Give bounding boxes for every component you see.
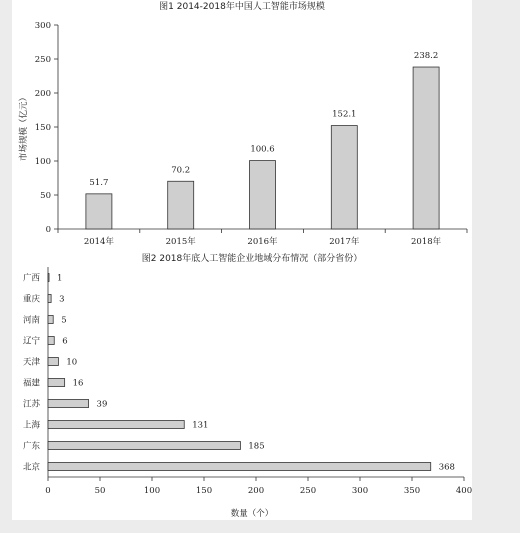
chart2-data-label: 3: [59, 294, 65, 305]
chart1-y-tick-label: 0: [45, 225, 51, 235]
chart2-bar: [48, 295, 51, 303]
chart2-data-label: 368: [438, 462, 455, 473]
chart2-title: 图2 2018年底人工智能企业地域分布情况（部分省份）: [141, 254, 363, 264]
chart2-x-tick-label: 200: [247, 486, 265, 496]
chart-market-size: [12, 0, 472, 255]
chart2-axes: [23, 267, 472, 496]
chart1-y-tick-label: 50: [40, 191, 51, 201]
chart1-y-tick-label: 250: [34, 55, 51, 65]
chart2-bar: [48, 442, 240, 450]
chart2-y-tick-label: 广东: [22, 441, 40, 452]
chart1-bar: [250, 161, 276, 229]
chart1-bar: [168, 181, 194, 229]
chart2-bar: [48, 274, 49, 282]
chart2-bar: [48, 337, 54, 345]
chart1-data-label: 100.6: [250, 144, 275, 155]
chart1-bar: [86, 194, 112, 229]
chart1-x-tick-label: 2014年: [83, 237, 114, 247]
chart2-data-label: 6: [62, 336, 68, 347]
chart1-bar: [413, 67, 439, 229]
chart1-y-tick-label: 300: [34, 21, 51, 31]
chart2-data-label: 39: [96, 399, 108, 410]
chart2-bar: [48, 379, 65, 387]
chart1-x-tick-label: 2017年: [329, 237, 360, 247]
chart2-data-label: 16: [72, 378, 84, 389]
chart1-data-label: 152.1: [332, 109, 357, 120]
chart1-y-axis-label: 市场规模（亿元）: [19, 92, 29, 162]
chart2-y-tick-label: 福建: [22, 378, 40, 389]
chart1-y-tick-label: 100: [34, 157, 51, 167]
chart2-bars: [48, 274, 455, 473]
chart2-x-tick-label: 250: [299, 486, 317, 496]
chart2-x-tick-label: 150: [195, 486, 213, 496]
chart1-x-tick-label: 2016年: [247, 237, 278, 247]
chart1-title: 图1 2014-2018年中国人工智能市场规模: [159, 2, 325, 12]
chart2-y-tick-label: 江苏: [22, 399, 40, 410]
chart2-bar: [48, 463, 431, 471]
chart1-x-tick-label: 2015年: [165, 237, 196, 247]
chart1-y-tick-label: 200: [34, 89, 51, 99]
chart2-data-label: 10: [66, 357, 78, 368]
chart2-bar: [48, 358, 58, 366]
chart1-data-label: 238.2: [413, 51, 439, 62]
chart2-bar: [48, 421, 184, 429]
chart1-y-tick-label: 150: [34, 123, 51, 133]
chart1-data-label: 70.2: [171, 165, 191, 176]
chart2-y-tick-label: 广西: [22, 273, 40, 284]
chart1-bar: [331, 126, 357, 229]
chart2-y-tick-label: 上海: [22, 420, 40, 431]
chart2-y-tick-label: 辽宁: [22, 336, 40, 347]
chart1-x-tick-label: 2018年: [411, 237, 442, 247]
chart2-x-tick-label: 100: [143, 486, 161, 496]
chart2-x-tick-label: 0: [45, 486, 51, 496]
chart1-bars: [86, 51, 439, 229]
chart2-x-tick-label: 350: [403, 486, 421, 496]
chart2-y-tick-label: 北京: [22, 462, 40, 473]
chart-enterprise-distribution: [12, 253, 472, 518]
chart2-y-tick-label: 河南: [22, 315, 40, 326]
chart2-x-axis-label: 数量（个）: [230, 509, 274, 518]
chart1-data-label: 51.7: [89, 177, 109, 188]
chart2-x-tick-label: 50: [94, 486, 106, 496]
chart2-data-label: 131: [192, 420, 209, 431]
chart2-data-label: 5: [61, 315, 67, 326]
chart2-x-tick-label: 400: [455, 486, 472, 496]
chart2-bar: [48, 400, 89, 408]
chart2-x-tick-label: 300: [351, 486, 369, 496]
chart2-y-tick-label: 重庆: [22, 294, 40, 305]
chart2-data-label: 1: [57, 273, 63, 284]
chart2-y-tick-label: 天津: [22, 357, 40, 368]
chart2-bar: [48, 316, 53, 324]
chart2-data-label: 185: [248, 441, 265, 452]
figure-panel: [12, 0, 472, 520]
